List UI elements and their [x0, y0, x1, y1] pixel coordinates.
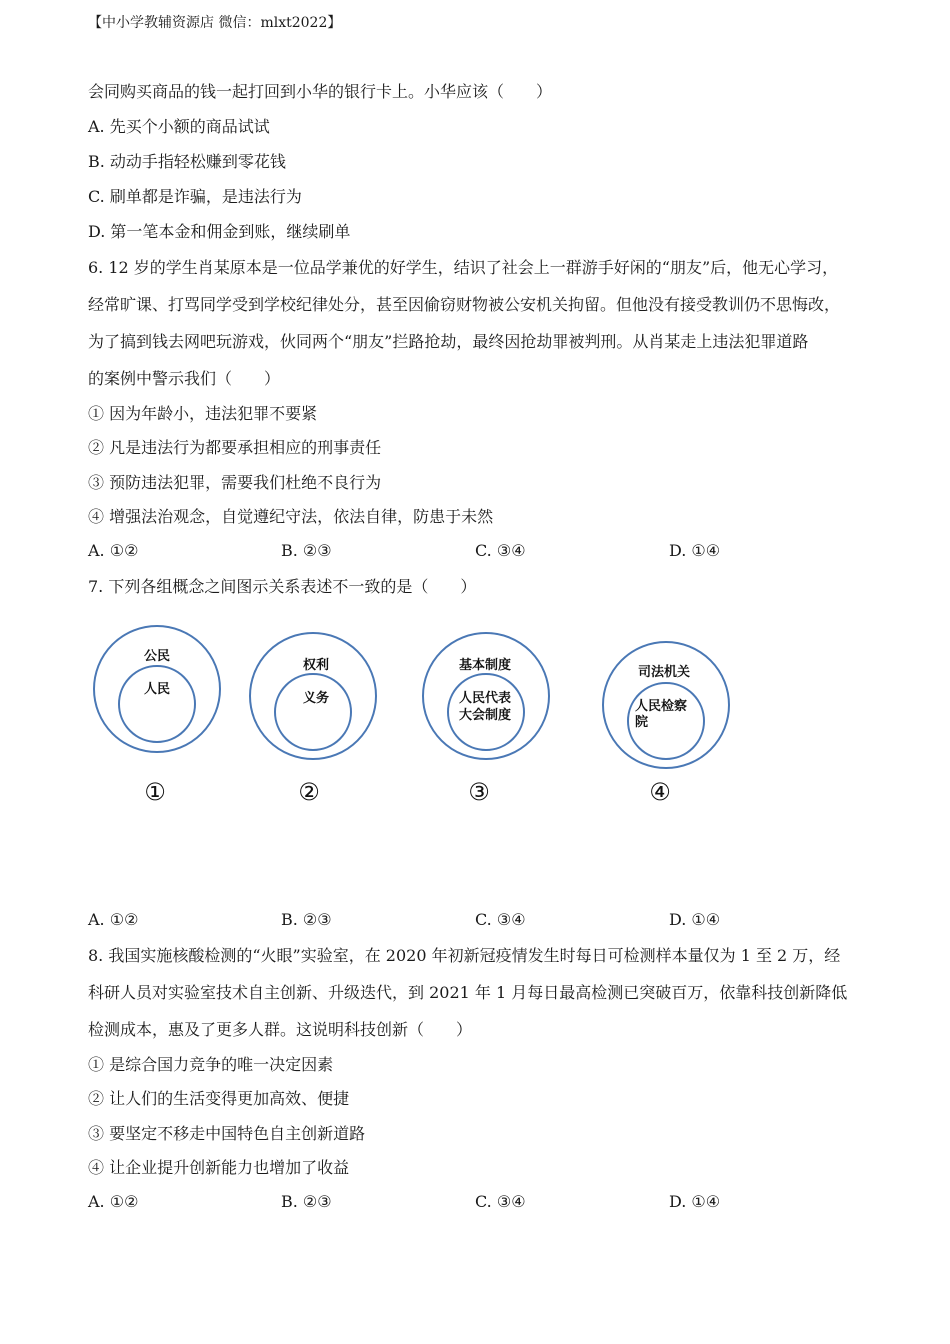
q5-option-b: B. 动动手指轻松赚到零花钱	[88, 152, 286, 171]
diagram1-inner-label: 人民	[143, 682, 171, 697]
q6-statement: ③ 预防违法犯罪，需要我们杜绝不良行为	[88, 473, 382, 492]
diagram3-inner-label: 大会制度	[458, 708, 512, 723]
q5-option-d: D. 第一笔本金和佣金到账，继续刷单	[88, 222, 351, 241]
q8-statement: ① 是综合国力竞争的唯一决定因素	[88, 1055, 334, 1074]
q8-stem-line: 检测成本，惠及了更多人群。这说明科技创新（ ）	[88, 1020, 473, 1039]
q6-statement: ① 因为年龄小，违法犯罪不要紧	[88, 404, 318, 423]
q8-stem-line: 8. 我国实施核酸检测的“火眼”实验室，在 2020 年初新冠疫情发生时每日可检测样本量仅为 1 至 2 万，经	[88, 946, 841, 965]
diagram2-inner-label: 义务	[302, 691, 330, 706]
q6-choice-b: B. ②③	[281, 541, 332, 560]
diagram4-inner-label: 人民检察	[635, 699, 688, 714]
diagram1-number: ①	[144, 778, 166, 806]
diagram3-inner-label: 人民代表	[458, 691, 512, 706]
q8-choice-a: A. ①②	[88, 1192, 139, 1211]
q6-stem-line: 经常旷课、打骂同学受到学校纪律处分，甚至因偷窃财物被公安机关拘留。但他没有接受教训仍不思悔改，	[88, 295, 841, 314]
diagram1-outer-label: 公民	[143, 649, 171, 664]
q6-choice-c: C. ③④	[475, 541, 526, 560]
diagram4-inner-label: 院	[635, 715, 649, 730]
q8-stem-line: 科研人员对实验室技术自主创新、升级迭代，到 2021 年 1 月每日最高检测已突破百万，依靠科技创新降低	[88, 983, 848, 1002]
q6-stem-line: 6. 12 岁的学生肖某原本是一位品学兼优的好学生，结识了社会上一群游手好闲的“朋友”后，他无心学习，	[88, 258, 839, 277]
q5-option-a: A. 先买个小额的商品试试	[88, 117, 270, 136]
diagram4-number: ④	[649, 778, 671, 806]
page-header: 【中小学教辅资源店 微信：mlxt2022】	[88, 15, 342, 31]
q8-choice-b: B. ②③	[281, 1192, 332, 1211]
q7-choice-a: A. ①②	[88, 910, 139, 929]
q8-statement: ④ 让企业提升创新能力也增加了收益	[88, 1158, 350, 1177]
q7-choice-b: B. ②③	[281, 910, 332, 929]
q6-choice-a: A. ①②	[88, 541, 139, 560]
q7-choice-d: D. ①④	[669, 910, 721, 929]
diagram3-outer-label: 基本制度	[458, 658, 512, 673]
q7-concept-diagram	[0, 620, 950, 820]
q6-choice-d: D. ①④	[669, 541, 721, 560]
q5-option-c: C. 刷单都是诈骗，是违法行为	[88, 187, 302, 206]
q6-stem-line: 的案例中警示我们（ ）	[88, 369, 281, 388]
diagram4-outer-label: 司法机关	[637, 665, 691, 680]
q8-choice-c: C. ③④	[475, 1192, 526, 1211]
q6-statement: ④ 增强法治观念，自觉遵纪守法，依法自律，防患于未然	[88, 507, 494, 526]
q8-statement: ② 让人们的生活变得更加高效、便捷	[88, 1089, 350, 1108]
diagram2-outer-label: 权利	[302, 658, 330, 673]
q8-statement: ③ 要坚定不移走中国特色自主创新道路	[88, 1124, 366, 1143]
q8-choice-d: D. ①④	[669, 1192, 721, 1211]
q6-statement: ② 凡是违法行为都要承担相应的刑事责任	[88, 438, 382, 457]
diagram2-number: ②	[298, 778, 320, 806]
diagram3-number: ③	[468, 778, 490, 806]
q7-choice-c: C. ③④	[475, 910, 526, 929]
q7-stem: 7. 下列各组概念之间图示关系表述不一致的是（ ）	[88, 577, 477, 596]
q5-stem: 会同购买商品的钱一起打回到小华的银行卡上。小华应该（ ）	[88, 82, 553, 101]
q6-stem-line: 为了搞到钱去网吧玩游戏，伙同两个“朋友”拦路抢劫，最终因抢劫罪被判刑。从肖某走上违法犯罪道路	[88, 332, 809, 351]
